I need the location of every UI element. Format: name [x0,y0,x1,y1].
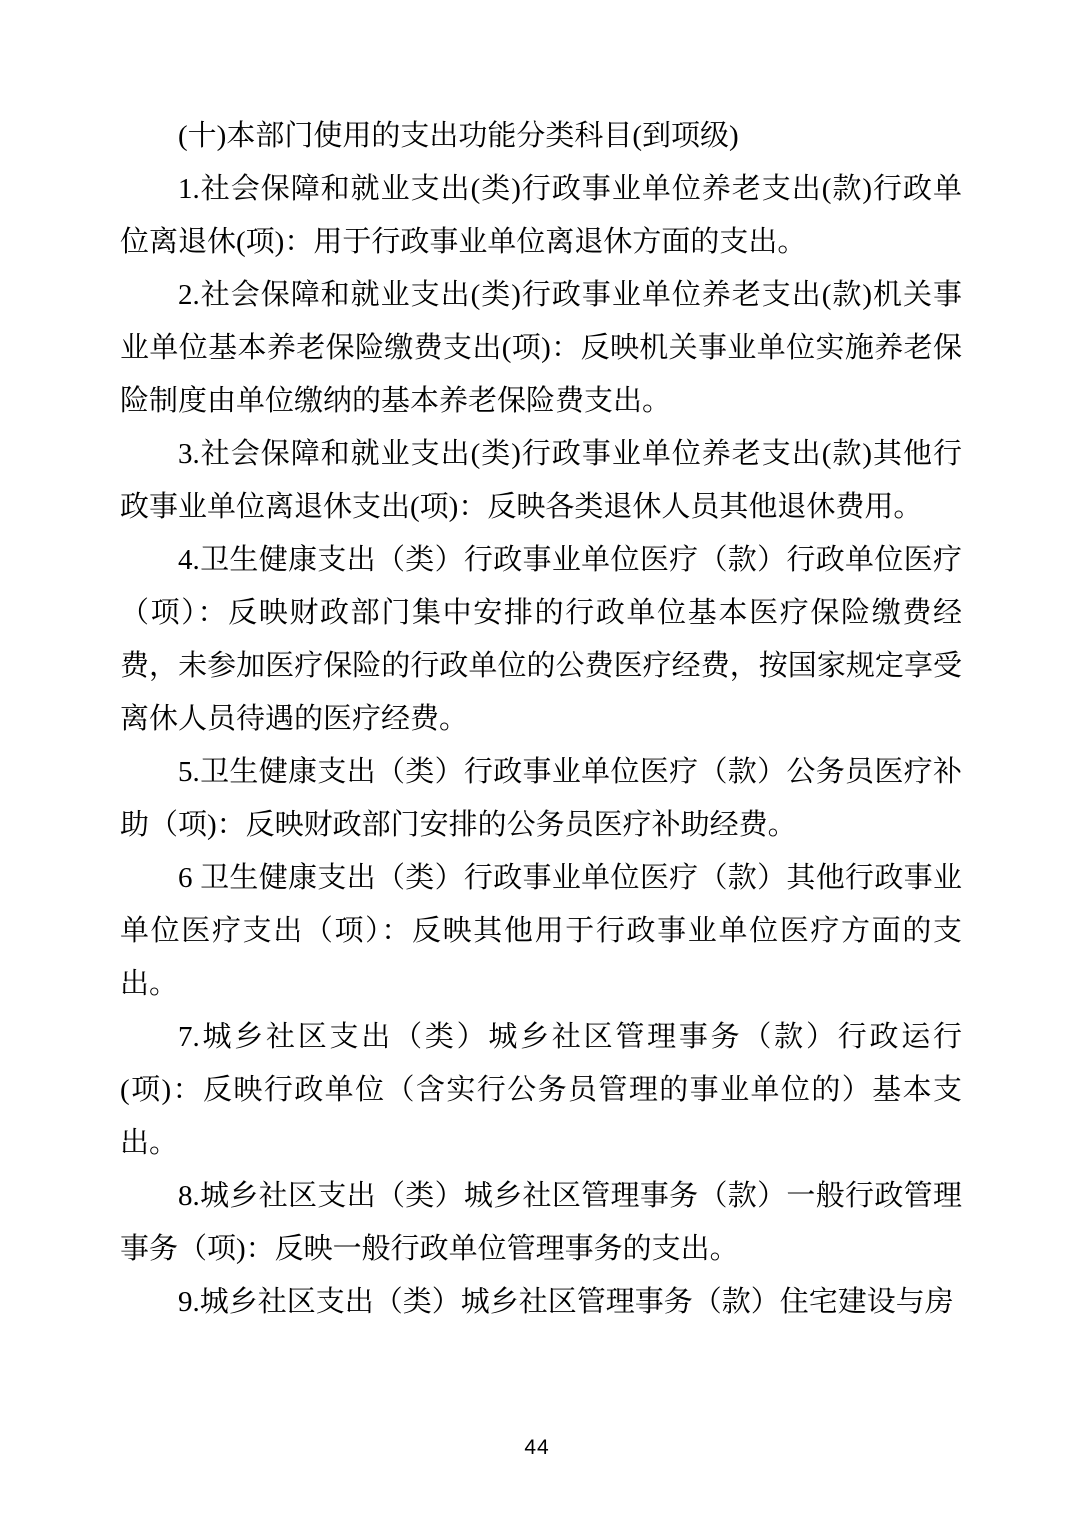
section-heading: (十)本部门使用的支出功能分类科目(到项级) [178,120,739,152]
list-item-9: 9.城乡社区支出（类）城乡社区管理事务（款）住宅建设与房 [178,1286,954,1318]
list-item-6: 6 卫生健康支出（类）行政事业单位医疗（款）其他行政事业单位医疗支出（项）：反映其他用于行政事业单位医疗方面的支出。 [120,862,962,1000]
page-number: 44 [524,1436,550,1459]
list-item-7: 7.城乡社区支出（类）城乡社区管理事务（款）行政运行(项)：反映行政单位（含实行公务员管理的事业单位的）基本支出。 [120,1021,962,1159]
list-item-8: 8.城乡社区支出（类）城乡社区管理事务（款）一般行政管理事务（项)：反映一般行政单位管理事务的支出。 [120,1180,962,1265]
page-footer [0,1436,1074,1460]
list-item-4: 4.卫生健康支出（类）行政事业单位医疗（款）行政单位医疗（项）：反映财政部门集中安排的行政单位基本医疗保险缴费经费，未参加医疗保险的行政单位的公费医疗经费，按国家规定享受离休人员待遇的医疗经费。 [120,544,962,735]
document-body [120,110,962,1329]
list-item-2: 2.社会保障和就业支出(类)行政事业单位养老支出(款)机关事业单位基本养老保险缴费支出(项)：反映机关事业单位实施养老保险制度由单位缴纳的基本养老保险费支出。 [120,279,962,417]
list-item-3: 3.社会保障和就业支出(类)行政事业单位养老支出(款)其他行政事业单位离退休支出(项)：反映各类退休人员其他退休费用。 [120,438,962,523]
list-item-1: 1.社会保障和就业支出(类)行政事业单位养老支出(款)行政单位离退休(项)：用于行政事业单位离退休方面的支出。 [120,173,962,258]
list-item-5: 5.卫生健康支出（类）行政事业单位医疗（款）公务员医疗补助（项)：反映财政部门安排的公务员医疗补助经费。 [120,756,962,841]
